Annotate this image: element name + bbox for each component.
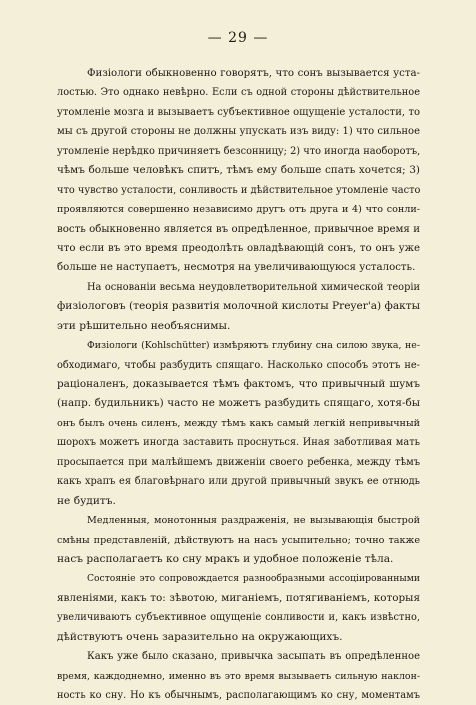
text-line: физiологовъ (теорiя развитiя молочной кислоты Preyer'a) факты <box>57 300 420 313</box>
text-line: ность ко сну. Но къ обычнымъ, располагающимъ ко сну, моментамъ <box>57 690 420 701</box>
page-number: — 29 — <box>207 30 269 46</box>
text-line: увеличиваютъ субъективное ощущенiе сонливости и, какъ извѣстно, <box>57 612 420 624</box>
text-line: лостью. Это однако невѣрно. Если съ одной стороны дѣйствительное <box>57 87 420 99</box>
text-line: не будитъ. <box>57 494 116 507</box>
text-line: смѣны представленiй, дѣйствуютъ на насъ усыпительно; точно также <box>57 534 420 546</box>
text-line: проявляются совершенно независимо другъ отъ друга и 4) что сонли- <box>57 204 420 216</box>
text-line: время, каждоднемно, именно въ это время вызываетъ сильную наклон- <box>57 670 420 682</box>
text-line: дѣйствуютъ очень заразительно на окружающихъ. <box>57 630 343 643</box>
text-line: Физiологи (Kohlschütter) измѣряютъ глубину сна силою звука, не- <box>87 340 420 352</box>
text-line: чѣмъ больше человѣкъ спитъ, тѣмъ ему больше спать хочется; 3) <box>57 164 420 177</box>
text-line: просыпается при малѣйшемъ движенiи своего ребенка, между тѣмъ <box>57 456 420 468</box>
text-line: рацiоналенъ, доказывается тѣмъ фактомъ, что привычный шумъ <box>57 378 420 390</box>
text-line: (напр. будильникъ) часто не можетъ разбудить спящаго, хотя-бы <box>57 397 420 410</box>
text-line: что если въ это время преодолѣть овладѣвающiй сонъ, то онъ уже <box>57 242 420 254</box>
text-line: Физiологи обыкновенно говорятъ, что сонъ вызывается уста- <box>87 68 420 79</box>
text-line: вость обыкновенно является въ опредѣленное, привычное время и <box>57 223 420 235</box>
text-line: явленiями, какъ то: зѣвотою, миганiемъ, потягиванiемъ, которыя <box>57 591 420 604</box>
text-line: Медленныя, монотонныя раздраженiя, не вызывающiя быстрой <box>87 515 420 527</box>
text-line: обходимаго, чтобы разбудить спящаго. Насколько способъ этотъ не- <box>57 359 420 371</box>
text-line: утомленiе мозга и вызываетъ субъективное ощущенiе усталости, то <box>57 106 420 118</box>
text-line: онъ былъ очень силенъ, между тѣмъ какъ самый легкiй непривычный <box>57 417 420 429</box>
text-line: какъ храпъ ея благовѣрнаго или другой привычный звукъ ее отнюдь <box>57 476 420 488</box>
text-line: что чувство усталости, сонливость и дѣйствительное утомленiе часто <box>57 184 420 196</box>
text-line: шорохъ можетъ иногда заставить проснуться. Иная заботливая мать <box>57 437 420 449</box>
text-line: На основанiи весьма неудовлетворительной химической теорiи <box>87 281 420 293</box>
text-line: Какъ уже было сказано, привычка засыпать въ опредѣленное <box>87 651 420 663</box>
text-line: мы съ другой стороны не должны упускать изъ виду: 1) что сильное <box>57 126 420 138</box>
text-line: утомленiе нерѣдко причиняетъ безсонницу; 2) что иногда наоборотъ, <box>57 145 420 157</box>
text-line: больше не наступаетъ, несмотря на увеличивающуюся усталость. <box>57 262 416 274</box>
text-line: насъ располагаетъ ко сну мракъ и удобное положенiе тѣла. <box>57 552 394 565</box>
text-line: Состоянiе это сопровождается разнообразными ассоцiированными <box>87 573 420 585</box>
text-line: эти рѣшительно необъяснимы. <box>57 319 231 332</box>
body-text <box>57 64 420 705</box>
